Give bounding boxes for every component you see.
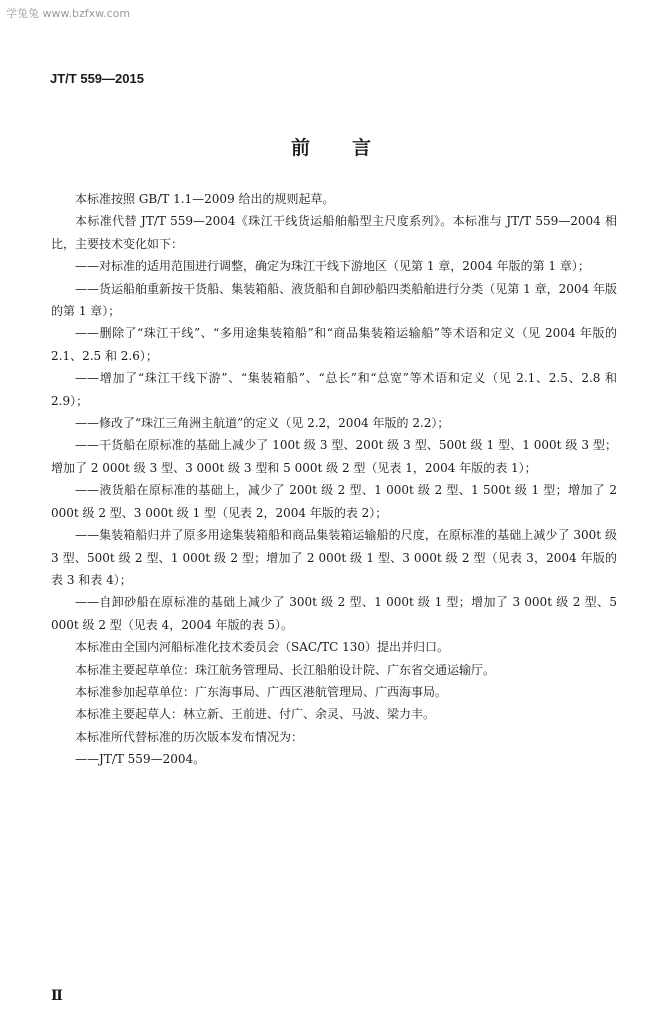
list-item: ——干货船在原标准的基础上减少了 100t 级 3 型、200t 级 3 型、500t 级 1 型、1 000t 级 3 型；增加了 2 000t 级 3 型、3 000t 级 3 型和 5 000t 级 2 型（见表 1，2004 年版的表 1）；: [51, 438, 617, 475]
list-item: ——JT/T 559—2004。: [75, 752, 206, 767]
list-item: ——对标准的适用范围进行调整，确定为珠江干线下游地区（见第 1 章，2004 年版的第 1 章）；: [75, 259, 590, 274]
paragraph: 本标准所代替标准的历次版本发布情况为：: [75, 729, 304, 744]
paragraph: 本标准按照 GB/T 1.1—2009 给出的规则起草。: [75, 192, 335, 206]
paragraph: 本标准由全国内河船标准化技术委员会（SAC/TC 130）提出并归口。: [75, 640, 450, 655]
foreword-body: [51, 188, 617, 771]
page-number: Ⅱ: [51, 988, 63, 1004]
page-title: 前言: [290, 137, 413, 159]
document-code: JT/T 559—2015: [50, 71, 144, 86]
paragraph: 本标准主要起草单位：珠江航务管理局、长江船舶设计院、广东省交通运输厅。: [75, 662, 496, 677]
list-item: ——液货船在原标准的基础上，减少了 200t 级 2 型、1 000t 级 2 型、1 500t 级 1 型；增加了 2 000t 级 2 型、3 000t 级 1 型（见表 2，2004 年版的表 2）；: [51, 483, 617, 520]
list-item: ——增加了“珠江干线下游”、“集装箱船”、“总长”和“总宽”等术语和定义（见 2.1、2.5、2.8 和 2.9）；: [51, 371, 617, 408]
list-item: ——集装箱船归并了原多用途集装箱船和商品集装箱运输船的尺度，在原标准的基础上减少了 300t 级 3 型、500t 级 2 型、1 000t 级 2 型；增加了 2 000t 级 1 型、3 000t 级 2 型（见表 3，2004 年版的表 3 和表 4）；: [51, 528, 617, 587]
paragraph: 本标准参加起草单位：广东海事局、广西区港航管理局、广西海事局。: [75, 684, 448, 699]
list-item: ——删除了“珠江干线”、“多用途集装箱船”和“商品集装箱运输船”等术语和定义（见 2004 年版的 2.1、2.5 和 2.6）；: [51, 326, 617, 363]
list-item: ——修改了“珠江三角洲主航道”的定义（见 2.2，2004 年版的 2.2）；: [75, 416, 450, 431]
paragraph: 本标准代替 JT/T 559—2004《珠江干线货运船舶船型主尺度系列》。本标准与 JT/T 559—2004 相比，主要技术变化如下：: [51, 214, 617, 251]
list-item: ——自卸砂船在原标准的基础上减少了 300t 级 2 型、1 000t 级 1 型；增加了 3 000t 级 2 型、5 000t 级 2 型（见表 4，2004 年版的表 5）。: [51, 595, 617, 632]
watermark-text: 学兔兔 www.bzfxw.com: [6, 7, 131, 20]
list-item: ——货运船舶重新按干货船、集装箱船、液货船和自卸砂船四类船舶进行分类（见第 1 章，2004 年版的第 1 章）；: [51, 281, 617, 319]
paragraph: 本标准主要起草人：林立新、王前进、付广、余灵、马波、梁力丰。: [75, 707, 436, 722]
